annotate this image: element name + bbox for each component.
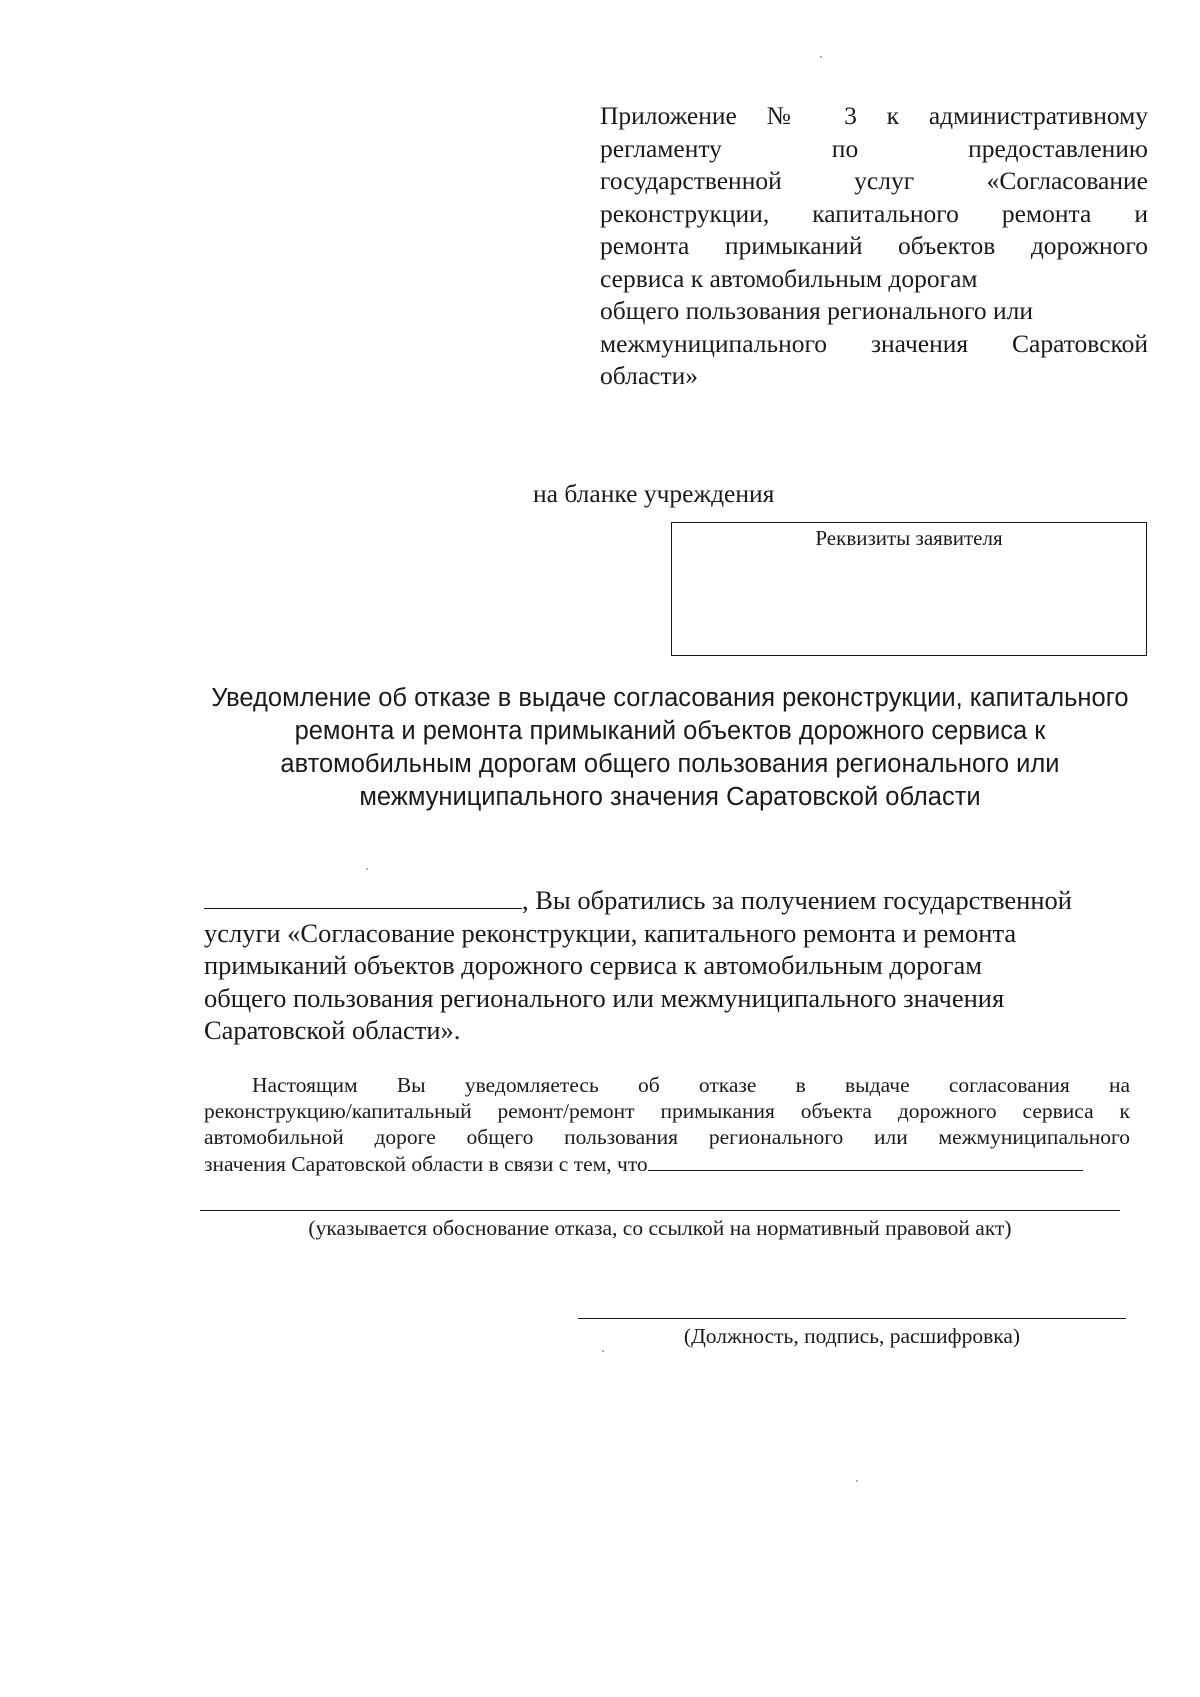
scan-speck [366,868,368,870]
appendix-line: Приложение № 3 к административному [600,101,1148,130]
scan-speck [856,1480,858,1482]
intro-line: примыканий объектов дорожного сервиса к автомобильным дорогам [204,950,983,980]
appendix-line: ремонта примыканий объектов дорожного [600,231,1148,260]
refusal-line: автомобильной дороге общего пользования регионального или межмуниципального [204,1125,1130,1149]
notice-title-line: автомобильным дорогам общего пользования регионального или [280,750,1060,778]
appendix-line: межмуниципального значения Саратовской [600,328,1148,358]
notice-title-line: Уведомление об отказе в выдаче согласования реконструкции, капитального [211,684,1129,712]
applicant-name-blank [204,884,522,909]
refusal-paragraph [204,1072,1130,1177]
notice-title-line: межмуниципального значения Саратовской области [359,783,981,811]
appendix-line: государственной услуг «Согласование [600,166,1148,195]
intro-line: Саратовской области». [204,1015,461,1045]
refusal-line: реконструкцию/капитальный ремонт/ремонт примыкания объекта дорожного сервиса к [204,1099,1130,1123]
appendix-line: сервиса к автомобильным дорогам [600,263,978,293]
applicant-details-label: Реквизиты заявителя [815,526,1003,550]
refusal-line: Настоящим Вы уведомляетесь об отказе в выдаче согласования на [252,1073,1130,1097]
intro-line: общего пользования регионального или межмуниципального значения [204,982,1005,1013]
reason-fill-blank [648,1150,1083,1171]
appendix-line: реконструкции, капитального ремонта и [600,198,1148,228]
reason-blank-rule [200,1210,1120,1211]
letterhead-label: на бланке учреждения [533,479,775,508]
intro-first-line [204,884,1124,917]
appendix-line: области» [600,361,698,390]
notice-title [190,682,1150,814]
refusal-last-line [204,1150,1130,1177]
appendix-header [600,100,1148,393]
signature-hint: (Должность, подпись, расшифровка) [683,1324,1021,1348]
intro-line: услуги «Согласование реконструкции, капитального ремонта и ремонта [204,917,1017,948]
appendix-line: регламенту по предоставлению [600,133,1148,163]
scan-speck [820,56,822,58]
intro-paragraph [204,884,1124,1047]
intro-first-line-text: , Вы обратились за получением государственной [522,885,1072,915]
applicant-details-box [671,522,1147,656]
notice-title-line: ремонта и ремонта примыканий объектов дорожного сервиса к [294,717,1046,745]
appendix-line: общего пользования регионального или [600,296,1033,325]
refusal-line-text: значения Саратовской области в связи с тем, что [204,1152,648,1176]
signature-blank-rule [578,1318,1126,1319]
reason-hint: (указывается обоснование отказа, со ссылкой на нормативный правовой акт) [308,1216,1012,1240]
scan-speck [602,1350,604,1352]
